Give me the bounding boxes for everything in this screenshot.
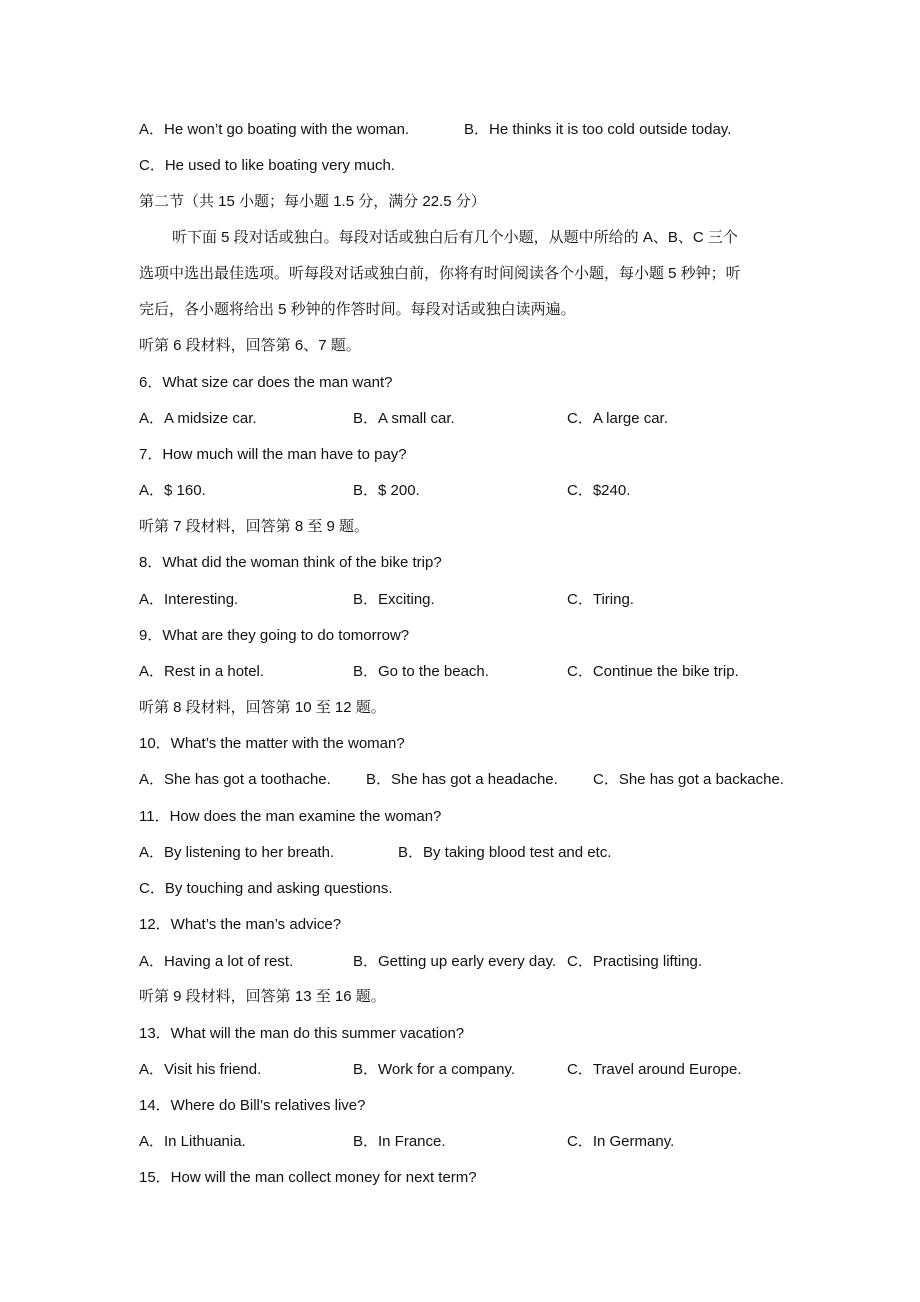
answer-option: B．Work for a company.: [353, 1061, 515, 1078]
question-text: 10．What’s the matter with the woman?: [139, 735, 405, 752]
answer-option: A．In Lithuania.: [139, 1133, 246, 1150]
question-text: 12．What’s the man’s advice?: [139, 916, 342, 933]
passage-heading: 听第 7 段材料，回答第 8 至 9 题。: [139, 518, 370, 535]
answer-option: C．By touching and asking questions.: [139, 880, 393, 897]
answer-option: C．Practising lifting.: [567, 953, 703, 970]
answer-option: A．She has got a toothache.: [139, 771, 331, 788]
question-text: 14．Where do Bill’s relatives live?: [139, 1097, 366, 1114]
answer-option: C．Travel around Europe.: [567, 1061, 742, 1078]
instructions-paragraph: 听下面 5 段对话或独白。每段对话或独白后有几个小题，从题中所给的 A、B、C 三个: [172, 229, 738, 246]
question-text: 6．What size car does the man want?: [139, 374, 393, 391]
instructions-paragraph: 选项中选出最佳选项。听每段对话或独白前，你将有时间阅读各个小题，每小题 5 秒钟；听: [139, 265, 741, 282]
answer-option: C．Tiring.: [567, 591, 634, 608]
question-text: 8．What did the woman think of the bike trip?: [139, 554, 442, 571]
answer-option: C．She has got a backache.: [593, 771, 784, 788]
answer-option: A．Rest in a hotel.: [139, 663, 265, 680]
answer-option: A．Visit his friend.: [139, 1061, 262, 1078]
answer-option: B．Getting up early every day.: [353, 953, 557, 970]
instructions-paragraph: 完后，各小题将给出 5 秒钟的作答时间。每段对话或独白读两遍。: [139, 301, 576, 318]
answer-option: A．A midsize car.: [139, 410, 257, 427]
answer-option: B．In France.: [353, 1133, 446, 1150]
passage-heading: 听第 8 段材料，回答第 10 至 12 题。: [139, 699, 386, 716]
passage-heading: 听第 9 段材料，回答第 13 至 16 题。: [139, 988, 386, 1005]
answer-option: B．He thinks it is too cold outside today.: [464, 121, 732, 138]
answer-option: C．A large car.: [567, 410, 668, 427]
answer-option: A．Interesting.: [139, 591, 239, 608]
answer-option: A．He won’t go boating with the woman.: [139, 121, 410, 138]
answer-option: B．By taking blood test and etc.: [398, 844, 612, 861]
answer-option: A．By listening to her breath.: [139, 844, 335, 861]
answer-option: B．A small car.: [353, 410, 455, 427]
answer-option: B．She has got a headache.: [366, 771, 558, 788]
question-text: 15．How will the man collect money for next term?: [139, 1169, 477, 1186]
question-text: 13．What will the man do this summer vacation?: [139, 1025, 465, 1042]
section-title: 第二节（共 15 小题；每小题 1.5 分，满分 22.5 分）: [139, 193, 486, 210]
passage-heading: 听第 6 段材料，回答第 6、7 题。: [139, 337, 361, 354]
answer-option: B．Go to the beach.: [353, 663, 489, 680]
answer-option: A．Having a lot of rest.: [139, 953, 294, 970]
question-text: 9．What are they going to do tomorrow?: [139, 627, 410, 644]
answer-option: B．Exciting.: [353, 591, 435, 608]
answer-option: A．$ 160.: [139, 482, 206, 499]
question-text: 7．How much will the man have to pay?: [139, 446, 407, 463]
answer-option: C．Continue the bike trip.: [567, 663, 739, 680]
question-text: 11．How does the man examine the woman?: [139, 808, 442, 825]
answer-option: B．$ 200.: [353, 482, 420, 499]
answer-option: C．In Germany.: [567, 1133, 675, 1150]
answer-option: C．He used to like boating very much.: [139, 157, 395, 174]
answer-option: C．$240.: [567, 482, 631, 499]
